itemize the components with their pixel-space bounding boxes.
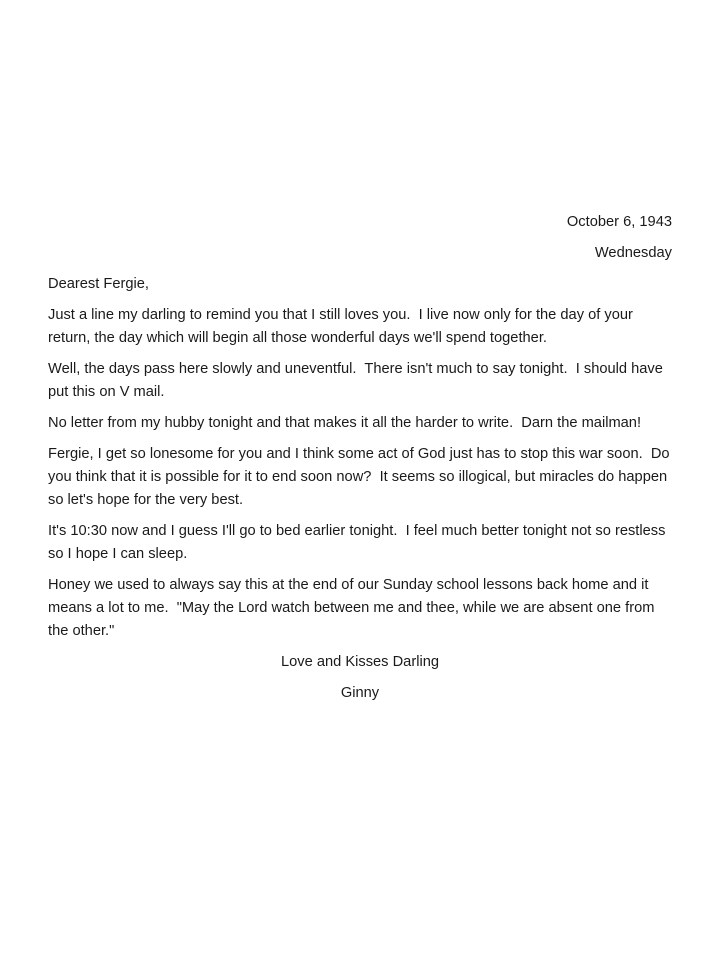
letter-salutation: Dearest Fergie, [48,276,150,292]
letter-paragraph: It's 10:30 now and I guess I'll go to bed earlier tonight. I feel much better tonight not so restless so I hope I can sleep. [48,523,670,562]
letter-signature: Ginny [340,685,380,701]
letter-day: Wednesday [594,245,672,261]
letter-closing: Love and Kisses Darling [280,654,440,670]
letter-date: October 6, 1943 [566,214,672,230]
letter-paragraph: Fergie, I get so lonesome for you and I think some act of God just has to stop this war soon. Do you think that it is possible for it to end soon now? It seems so illogical, but miracles do happen so let's hope for the very best. [48,446,674,508]
letter-paragraph: Just a line my darling to remind you that I still loves you. I live now only for the day of your return, the day which will begin all those wonderful days we'll spend together. [48,307,637,346]
letter-paragraph: No letter from my hubby tonight and that makes it all the harder to write. Darn the mailman! [48,415,642,431]
letter-paragraph: Honey we used to always say this at the end of our Sunday school lessons back home and it means a lot to me. "May the Lord watch between me and thee, while we are absent one from the other." [48,577,659,639]
letter-paragraph: Well, the days pass here slowly and uneventful. There isn't much to say tonight. I should have put this on V mail. [48,361,667,400]
